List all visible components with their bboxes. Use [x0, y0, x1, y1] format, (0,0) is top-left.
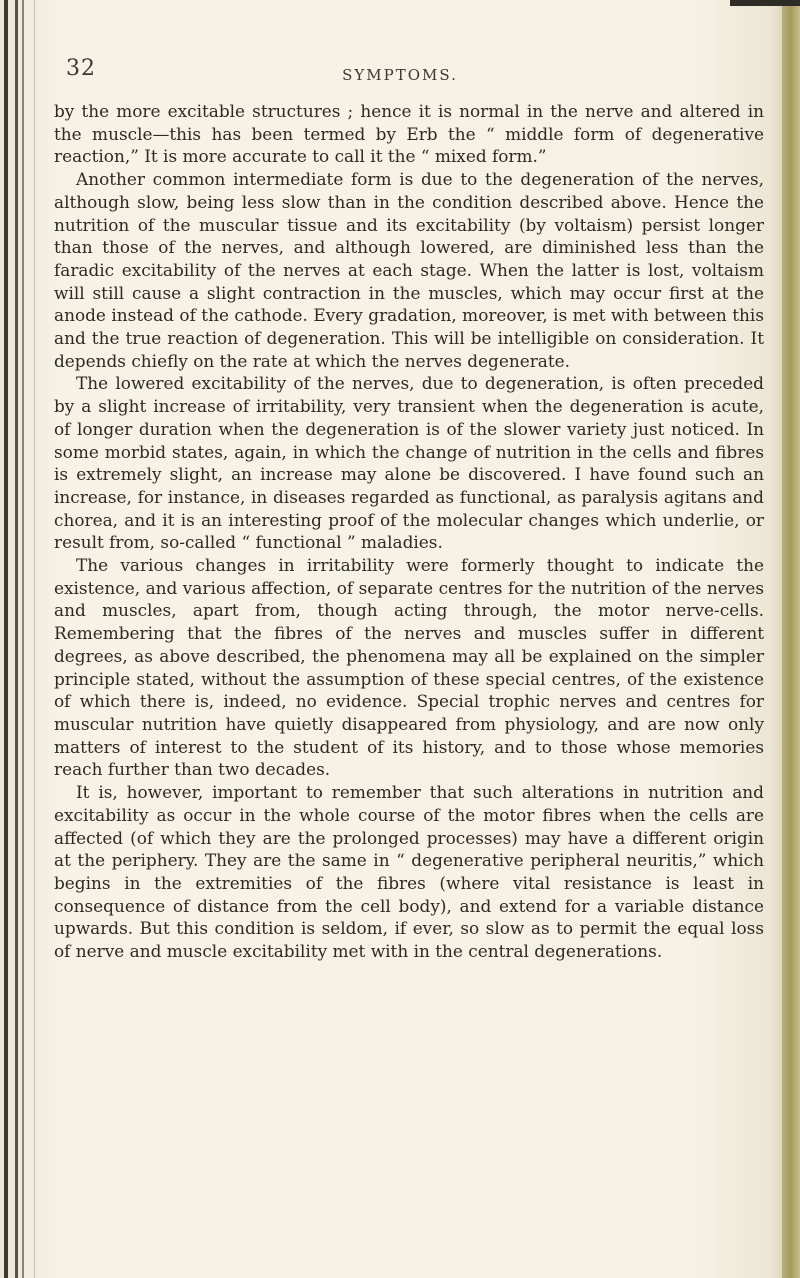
binding-shadow — [22, 0, 24, 1278]
paragraph: The various changes in irritability were formerly thought to indicate the existence, and various affection, of separate centres for the nutrition of the nerves and muscles, apart from, though acting through, the motor nerve-cells. Remembering that the fibres of the nerves and muscles suffer in different degrees, as above described, the phenomena may all be explained on the simpler principle stated, without the assumption of these special centres, of the existence of which there is, indeed, no evidence. Special trophic nerves and centres for muscular nutrition have quietly disappeared from physiology, and are now only matters of interest to the student of its history, and to those whose memories reach further than two decades. — [54, 555, 764, 780]
paragraph: The lowered excitability of the nerves, due to degeneration, is often preceded by a slight increase of irritability, very transient when the degeneration is acute, of longer duration when the degeneration is of the slower variety just noticed. In some morbid states, again, in which the change of nutrition in the cells and fibres is extremely slight, an increase may alone be discovered. I have found such an increase, for instance, in diseases regarded as functional, as paralysis agitans and chorea, and it is an interesting proof of the molecular changes which underlie, or result from, so-called “ functional ” maladies. — [54, 373, 764, 553]
running-head: SYMPTOMS. — [342, 66, 458, 84]
page-fore-edge — [782, 0, 800, 1278]
page-number: 32 — [66, 56, 96, 81]
page-corner-shadow — [730, 0, 800, 6]
binding-shadow — [4, 0, 8, 1278]
paragraph: by the more excitable structures ; hence it is normal in the nerve and altered in the muscle—this has been termed by Erb the “ middle form of degenerative reaction,” It is more accurate to call it the “ mixed form.” — [54, 101, 764, 167]
binding-shadow — [34, 0, 35, 1278]
body-text — [54, 100, 764, 963]
paragraph: Another common intermediate form is due to the degeneration of the nerves, although slow, being less slow than in the condition described above. Hence the nutrition of the muscular tissue and its excitability (by voltaism) persist longer than those of the nerves, and although lowered, are diminished less than the faradic excitability of the nerves at each stage. When the latter is lost, voltaism will still cause a slight contraction in the muscles, which may occur first at the anode instead of the cathode. Every gradation, moreover, is met with between this and the true reaction of degeneration. This will be intelligible on consideration. It depends chiefly on the rate at which the nerves degenerate. — [54, 169, 764, 371]
binding-shadow — [15, 0, 18, 1278]
paragraph: It is, however, important to remember that such alterations in nutrition and excitability as occur in the whole course of the motor fibres when the cells are affected (of which they are the prolonged processes) may have a different origin at the periphery. They are the same in “ degenerative peripheral neuritis,” which begins in the extremities of the fibres (where vital resistance is least in consequence of distance from the cell body), and extend for a variable distance upwards. But this condition is seldom, if ever, so slow as to permit the equal loss of nerve and muscle excitability met with in the central degenerations. — [54, 782, 764, 962]
